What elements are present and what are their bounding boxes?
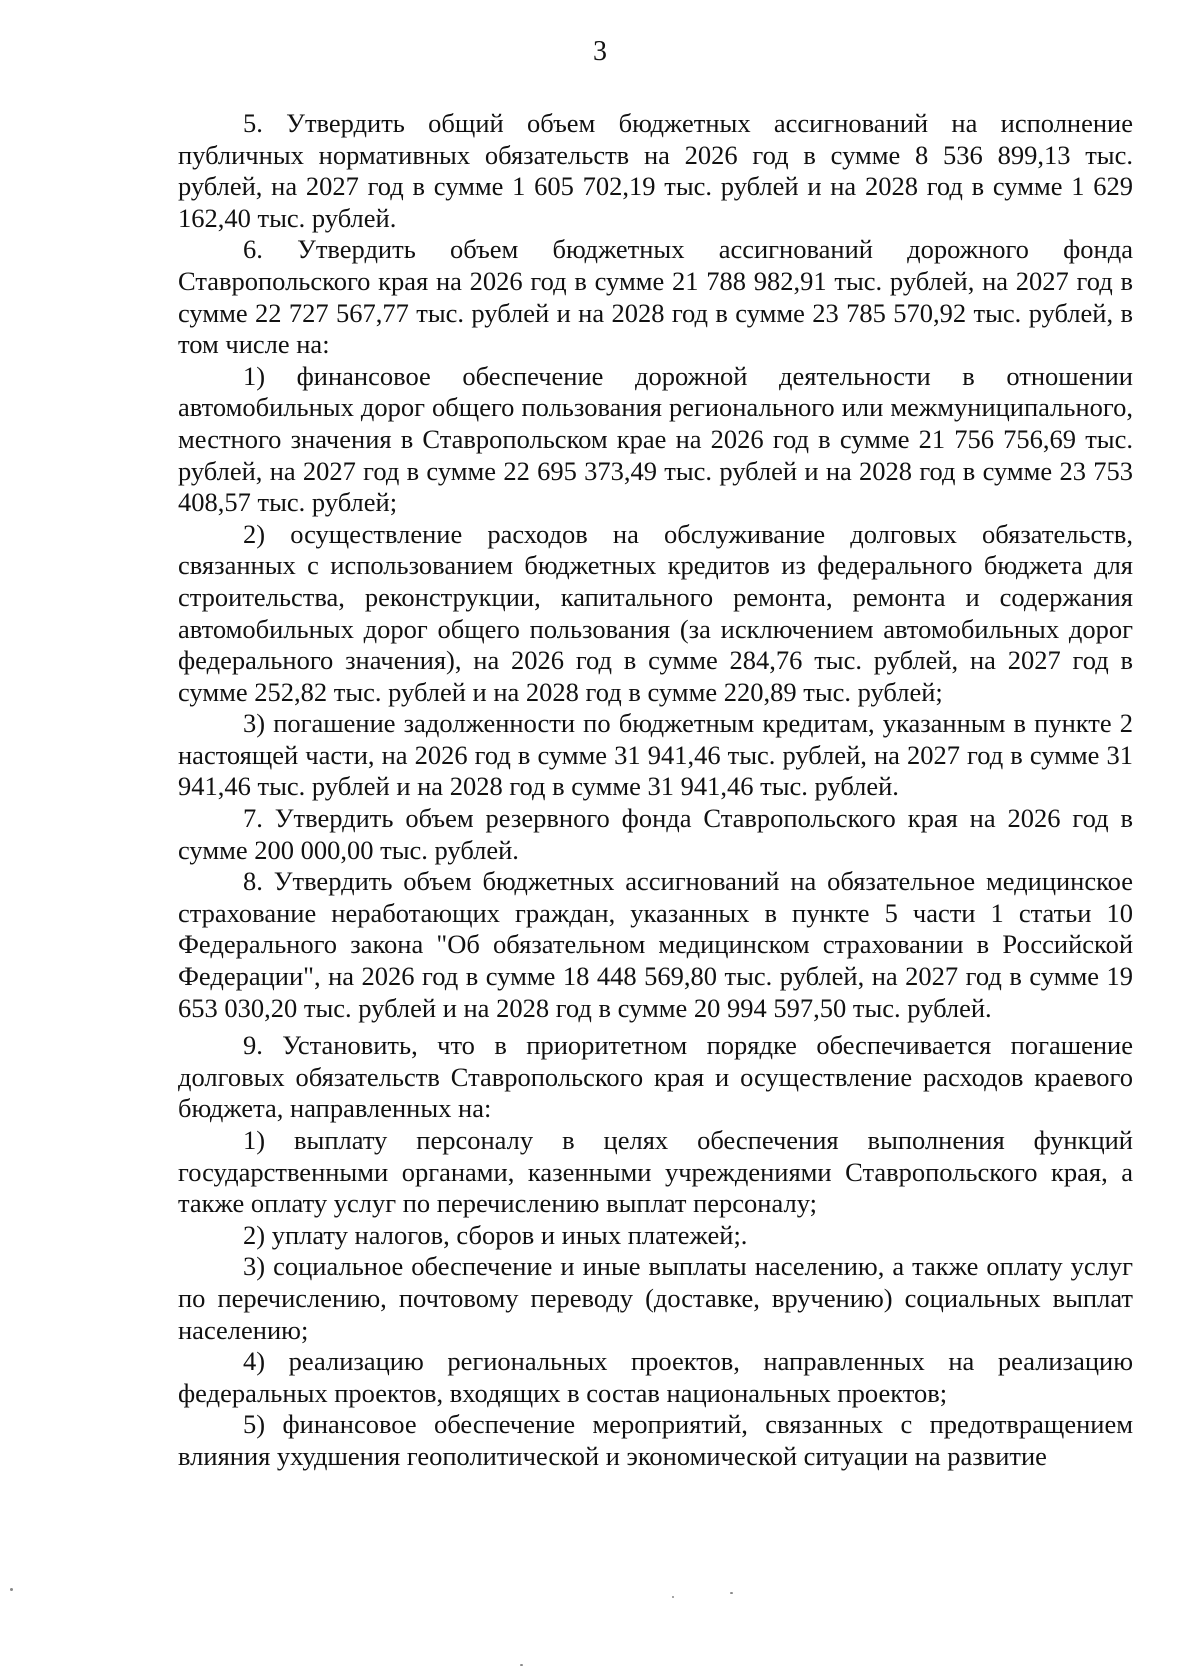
page-number: 3	[593, 36, 607, 67]
paragraph-9-4-regional-projects: 4) реализацию региональных проектов, направленных на реализацию федеральных проектов, входящих в состав национальных проектов;	[178, 1346, 1133, 1408]
document-body	[178, 108, 1133, 1473]
paragraph-9-3-social-payments: 3) социальное обеспечение и иные выплаты населению, а также оплату услуг по перечислению, почтовому переводу (доставке, вручению) социальных выплат населению;	[178, 1251, 1133, 1345]
paragraph-5-public-obligations: 5. Утвердить общий объем бюджетных ассигнований на исполнение публичных нормативных обязательств на 2026 год в сумме 8 536 899,13 тыс. рублей, на 2027 год в сумме 1 605 702,19 тыс. рублей и на 2028 год в сумме 1 629 162,40 тыс. рублей.	[178, 108, 1133, 233]
paragraph-9-5-geopolitical-measures: 5) финансовое обеспечение мероприятий, связанных с предотвращением влияния ухудшения геополитической и экономической ситуации на развитие	[178, 1409, 1133, 1471]
paragraph-9-priority-order: 9. Установить, что в приоритетном порядке обеспечивается погашение долговых обязательств Ставропольского края и осуществление расходов краевого бюджета, направленных на:	[178, 1030, 1133, 1124]
scan-speck	[672, 1596, 674, 1598]
paragraph-8-medical-insurance: 8. Утвердить объем бюджетных ассигнований на обязательное медицинское страхование неработающих граждан, указанных в пункте 5 части 1 статьи 10 Федерального закона "Об обязательном медицинском страховании в Российской Федерации", на 2026 год в сумме 18 448 569,80 тыс. рублей, на 2027 год в сумме 19 653 030,20 тыс. рублей и на 2028 год в сумме 20 994 597,50 тыс. рублей.	[178, 866, 1133, 1023]
paragraph-7-reserve-fund: 7. Утвердить объем резервного фонда Ставропольского края на 2026 год в сумме 200 000,00 тыс. рублей.	[178, 803, 1133, 865]
paragraph-6-1-road-activity: 1) финансовое обеспечение дорожной деятельности в отношении автомобильных дорог общего пользования регионального или межмуниципального, местного значения в Ставропольском крае на 2026 год в сумме 21 756 756,69 тыс. рублей, на 2027 год в сумме 22 695 373,49 тыс. рублей и на 2028 год в сумме 23 753 408,57 тыс. рублей;	[178, 360, 1133, 518]
paragraph-6-road-fund: 6. Утвердить объем бюджетных ассигнований дорожного фонда Ставропольского края на 2026 год в сумме 21 788 982,91 тыс. рублей, на 2027 год в сумме 22 727 567,77 тыс. рублей и на 2028 год в сумме 23 785 570,92 тыс. рублей, в том числе на:	[178, 234, 1133, 360]
scan-speck	[520, 1664, 523, 1666]
paragraph-9-2-taxes: 2) уплату налогов, сборов и иных платежей;.	[243, 1219, 748, 1250]
paragraph-6-2-debt-service: 2) осуществление расходов на обслуживание долговых обязательств, связанных с использованием бюджетных кредитов из федерального бюджета для строительства, реконструкции, капитального ремонта, ремонта и содержания автомобильных дорог общего пользования (за исключением автомобильных дорог федерального значения), на 2026 год в сумме 284,76 тыс. рублей, на 2027 год в сумме 252,82 тыс. рублей и на 2028 год в сумме 220,89 тыс. рублей;	[178, 518, 1133, 707]
scan-speck	[730, 1592, 733, 1594]
paragraph-6-3-credit-repayment: 3) погашение задолженности по бюджетным кредитам, указанным в пункте 2 настоящей части, на 2026 год в сумме 31 941,46 тыс. рублей, на 2027 год в сумме 31 941,46 тыс. рублей и на 2028 год в сумме 31 941,46 тыс. рублей.	[178, 708, 1133, 802]
paragraph-9-1-staff-payments: 1) выплату персоналу в целях обеспечения выполнения функций государственными органами, казенными учреждениями Ставропольского края, а также оплату услуг по перечислению выплат персоналу;	[178, 1125, 1133, 1219]
scan-speck	[10, 1588, 13, 1591]
